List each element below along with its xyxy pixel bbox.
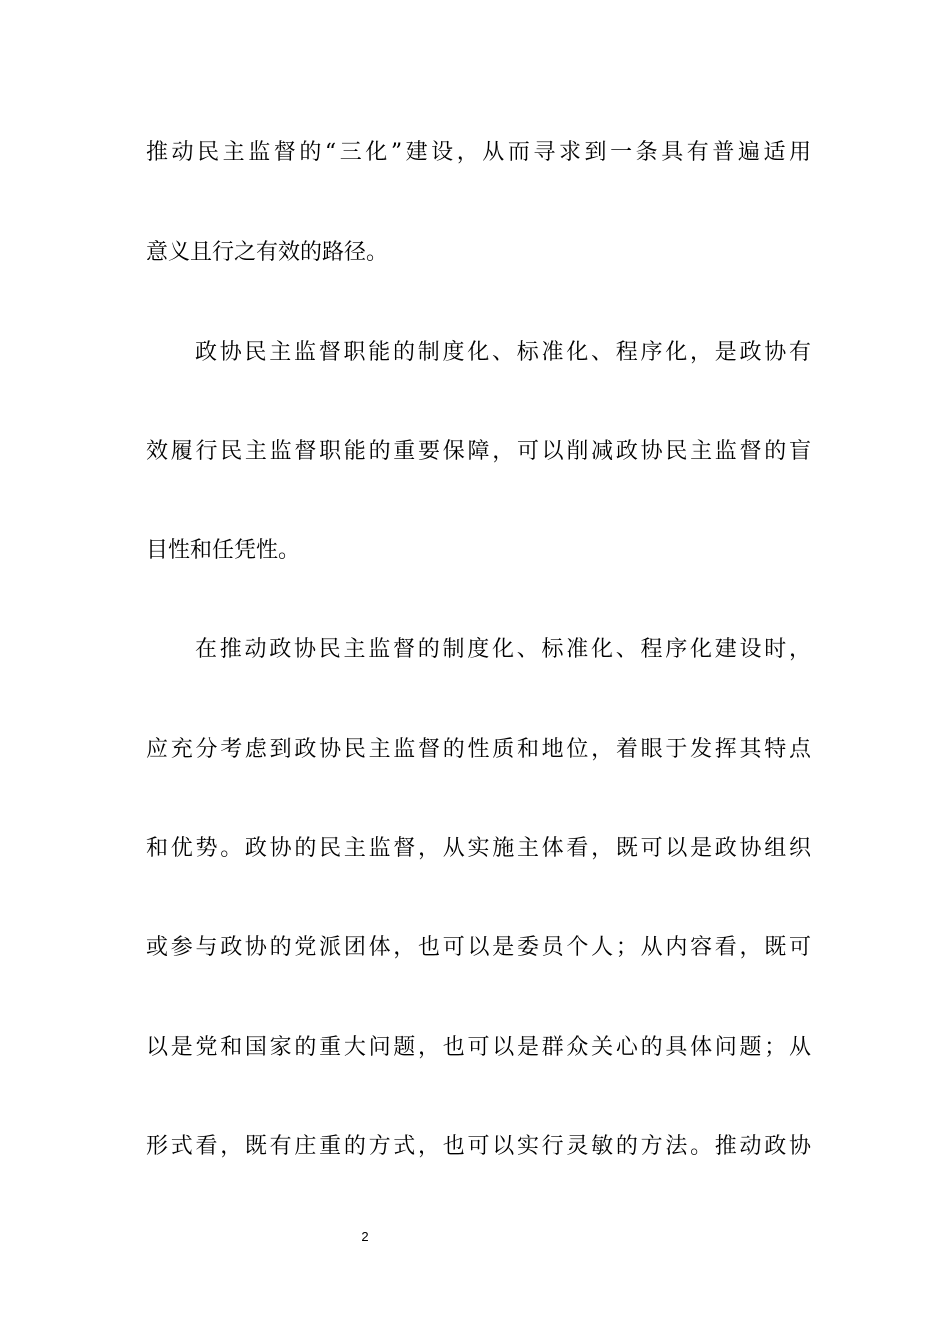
page-number: 2	[361, 1229, 369, 1244]
text-line-10: 以是党和国家的重大问题，也可以是群众关心的具体问题；从	[146, 1035, 811, 1060]
text-line-2: 意义且行之有效的路径。	[146, 240, 389, 265]
text-line-9: 或参与政协的党派团体，也可以是委员个人；从内容看，既可	[146, 935, 811, 960]
text-line-7: 应充分考虑到政协民主监督的性质和地位，着眼于发挥其特点	[146, 737, 811, 762]
text-line-11: 形式看，既有庄重的方式，也可以实行灵敏的方法。推动政协	[146, 1134, 811, 1159]
text-line-3: 政协民主监督职能的制度化、标准化、程序化，是政协有	[195, 340, 811, 365]
text-line-4: 效履行民主监督职能的重要保障，可以削减政协民主监督的盲	[146, 439, 811, 464]
text-line-1: 推动民主监督的“三化”建设，从而寻求到一条具有普遍适用	[146, 140, 811, 165]
text-line-5: 目性和任凭性。	[146, 538, 301, 563]
text-line-6: 在推动政协民主监督的制度化、标准化、程序化建设时，	[195, 637, 811, 662]
text-line-8: 和优势。政协的民主监督，从实施主体看，既可以是政协组织	[146, 836, 811, 861]
